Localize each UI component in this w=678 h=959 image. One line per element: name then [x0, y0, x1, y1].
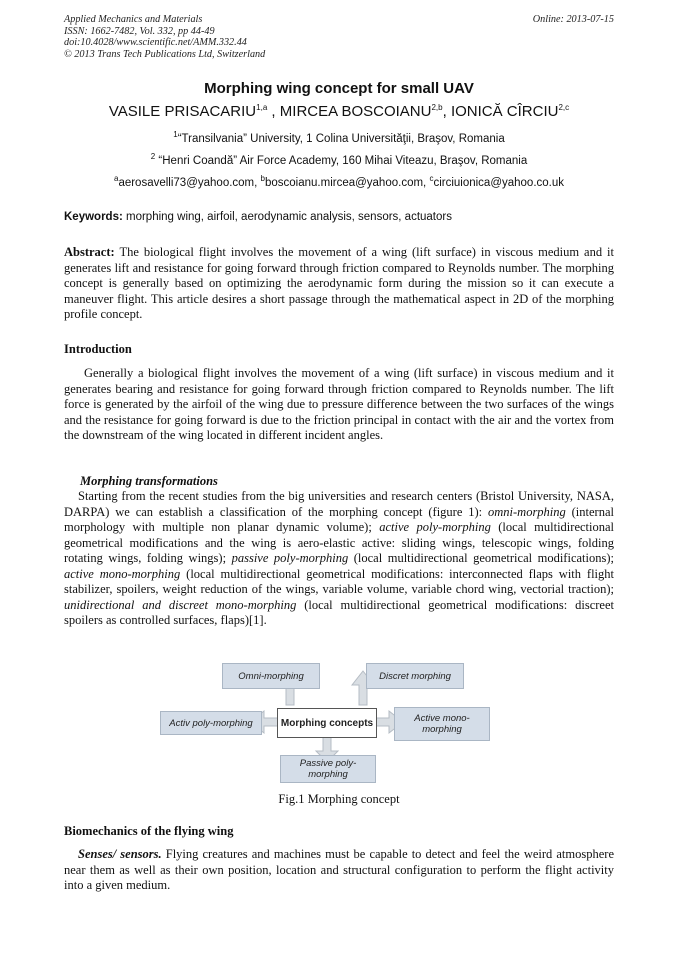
box-passive-poly-morphing: Passive poly-morphing: [280, 755, 376, 783]
introduction-paragraph: Generally a biological flight involves the movement of a wing (lift surface) in viscous medium and it generates bearing and resistance for going forward through friction compared to Reynolds number. The lift force is generated by the airfoil of the wing due to pressure difference between the two surfaces of the wings and the resistance for going forward is due to the friction principal in contact with the air and the vortex from the downstream of the wing located in different incident angles.: [64, 366, 614, 442]
author-name: VASILE PRISACARIU: [108, 103, 257, 120]
journal-header: [64, 14, 265, 60]
email-list: $^a$aerosavelli73@yahoo.com, $^b$boscoianu.mircea@yahoo.com, $^c$circiuionica@yahoo.co.uk: [113, 174, 565, 189]
affiliation-text: “Transilvania” University, 1 Colina Universităţii, Braşov, Romania: [177, 133, 505, 145]
term-discreet-mono-morphing: unidirectional and discreet mono-morphing: [64, 597, 297, 612]
section-heading-introduction: Introduction: [64, 342, 132, 356]
affiliation-sup: 1: [173, 130, 178, 140]
affiliation-sup: 2: [150, 152, 156, 162]
journal-doi: doi:10.4028/www.scientific.net/AMM.332.44: [64, 37, 247, 48]
box-active-mono-morphing: Active mono-morphing: [394, 707, 490, 741]
senses-label: Senses/ sensors.: [78, 847, 162, 861]
morphing-concept-figure: [160, 661, 492, 783]
author-list: VASILE PRISACARIU$^{1,a}$ , MIRCEA BOSCOIANU$^{2,b}$, IONICĂ CÎRCIU$^{2,c}$: [108, 103, 570, 120]
author-sup: 1,a: [256, 103, 268, 112]
keywords: [64, 211, 452, 223]
morphing-paragraph: [64, 489, 614, 629]
subsection-heading-morphing: Morphing transformations: [80, 474, 218, 488]
term-omni-morphing: omni-morphing: [488, 504, 566, 519]
journal-copyright: © 2013 Trans Tech Publications Ltd, Switzerland: [64, 48, 266, 60]
email-sup: a: [113, 174, 119, 184]
text-run: (internal morphology with multiple non planar dynamic volume);: [64, 504, 614, 534]
abstract: [64, 245, 614, 323]
paper-title: Morphing wing concept for small UAV: [204, 80, 474, 97]
author-sup: 2,c: [558, 103, 570, 112]
author-name: IONICĂ CÎRCIU: [450, 103, 559, 120]
text-run: (local multidirectional geometrical modifications);: [348, 551, 614, 565]
affiliation: [0, 152, 678, 167]
senses-text: Flying creatures and machines must be capable to detect and feel the weird atmosphere near them as well as their own position, location and structural configuration to perform the flight activity into a given medium.: [64, 847, 614, 892]
figure-caption: Fig.1 Morphing concept: [278, 792, 400, 806]
email-link[interactable]: circiuionica@yahoo.co.uk: [433, 177, 565, 189]
term-passive-poly-morphing: passive poly-morphing: [231, 551, 349, 565]
online-date: Online: 2013-07-15: [532, 14, 614, 25]
box-activ-poly-morphing: Activ poly-morphing: [160, 711, 262, 735]
text-run: (local multidirectional geometrical modifications: interconnected flaps with flight stabilizer, spoilers, weight reduction of the wings, variable volume, variable chord wing, vectorial traction);: [64, 566, 614, 596]
box-omni-morphing: Omni-morphing: [222, 663, 320, 689]
box-morphing-concepts: Morphing concepts: [277, 708, 377, 738]
email-link[interactable]: boscoianu.mircea@yahoo.com: [264, 177, 424, 189]
abstract-label: Abstract:: [64, 245, 115, 259]
text-run: (local multidirectional geometrical modifications and the wing is aero-elastic active: sliding wings, telescopic wings, folding rotating wings, folding wings);: [64, 520, 615, 565]
affiliation: [0, 130, 678, 145]
text-run: (local multidirectional geometrical modifications: discreet spoilers as controlled surfaces, flaps)[1].: [64, 597, 614, 627]
senses-paragraph: [64, 847, 614, 894]
email-sup: b: [260, 174, 265, 184]
email-link[interactable]: aerosavelli73@yahoo.com: [118, 177, 255, 189]
text-run: Starting from the recent studies from the big universities and research centers (Bristol University, NASA, DARPA) we can establish a classification of the morphing concept (figure 1):: [64, 489, 614, 519]
author-sup: 2,b: [431, 103, 443, 112]
term-active-mono-morphing: active mono-morphing: [64, 566, 181, 581]
affiliation-text: “Henri Coandă” Air Force Academy, 160 Mihai Viteazu, Braşov, Romania: [158, 155, 528, 167]
abstract-text: The biological flight involves the movement of a wing (lift surface) in viscous medium and it generates lift and resistance for going forward through friction compared to Reynolds number. The morphing concept is generally based on optimizing the aerodynamic form during the mission so it can execute a maneuver flight. This article desires a short passage through the mathematical aspect in 2D of the morphing profile concept.: [64, 245, 614, 321]
section-heading-biomechanics: Biomechanics of the flying wing: [64, 824, 234, 838]
journal-issn: ISSN: 1662-7482, Vol. 332, pp 44-49: [64, 25, 215, 37]
email-sup: c: [429, 174, 434, 184]
journal-name: Applied Mechanics and Materials: [64, 14, 203, 25]
box-discret-morphing: Discret morphing: [366, 663, 464, 689]
keywords-text: morphing wing, airfoil, aerodynamic analysis, sensors, actuators: [126, 211, 452, 223]
term-active-poly-morphing: active poly-morphing: [379, 520, 491, 534]
keywords-label: Keywords:: [64, 211, 123, 223]
author-name: MIRCEA BOSCOIANU: [279, 103, 432, 120]
